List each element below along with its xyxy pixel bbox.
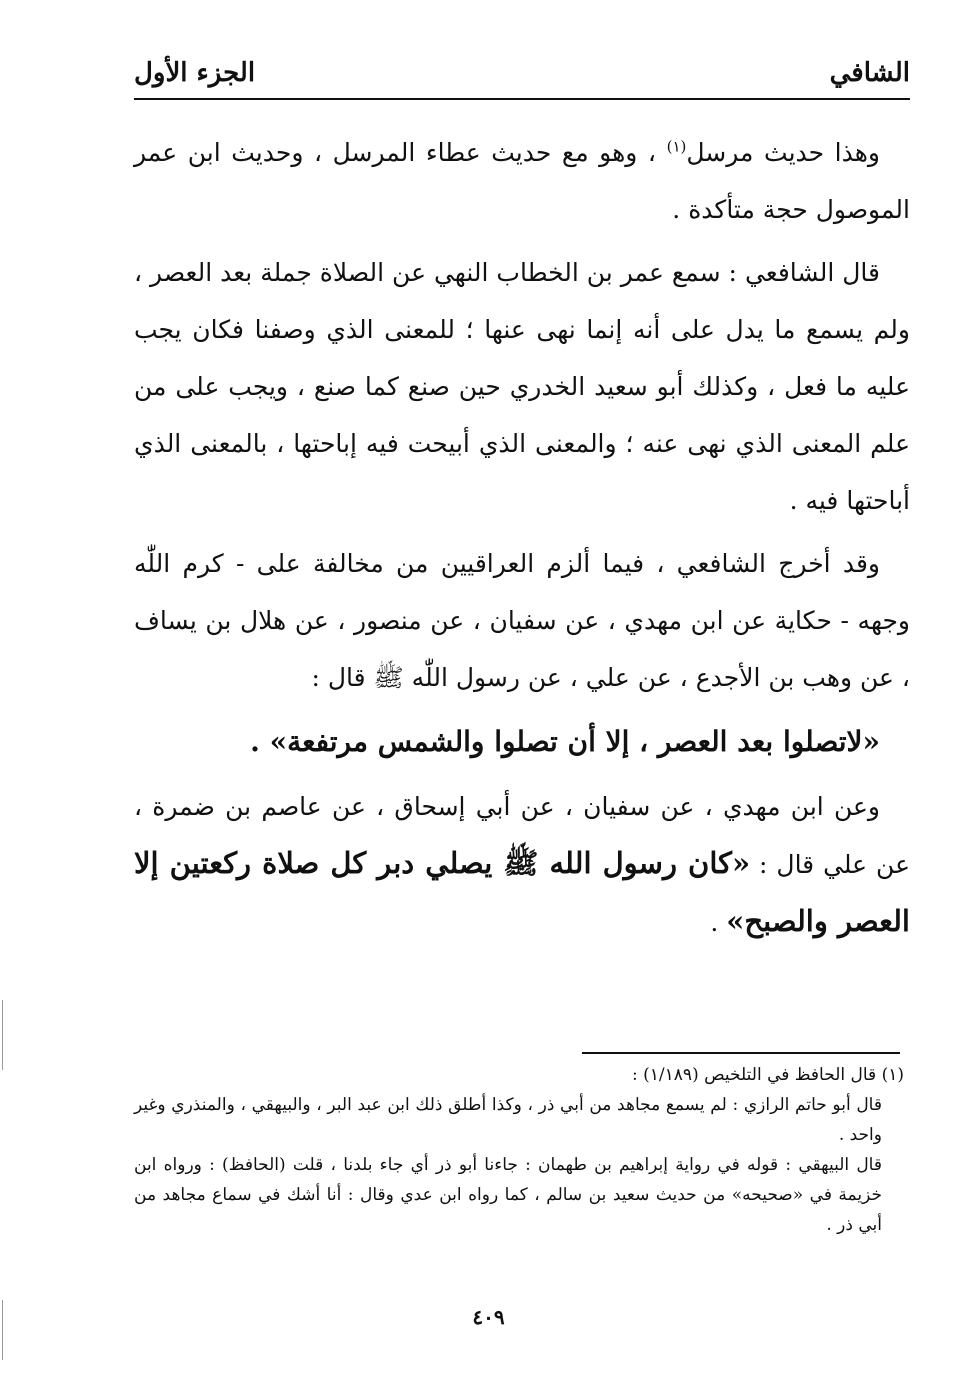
paragraph-4-intro: وعن ابن مهدي ، عن سفيان ، عن أبي إسحاق ، عن عاصم بن ضمرة ، عن علي قال : <box>134 792 910 879</box>
paragraph-4 <box>134 778 910 951</box>
main-text <box>134 124 910 957</box>
footnote-1-title: (١) قال الحافظ في التلخيص (١/١٨٩) : <box>632 1065 904 1085</box>
footnotes <box>134 1060 904 1240</box>
paragraph-1-rest: ، وهو مع حديث عطاء المرسل ، وحديث ابن عمر الموصول حجة متأكدة . <box>134 138 910 224</box>
paragraph-4-end: . <box>710 908 727 937</box>
footnote-reference[interactable]: (١) <box>666 137 687 156</box>
paragraph-2: قال الشافعي : سمع عمر بن الخطاب النهي عن الصلاة جملة بعد العصر ، ولم يسمع ما يدل على أنه إنما نهى عنها ؛ للمعنى الذي وصفنا فكان يجب عليه ما فعل ، وكذلك أبو سعيد الخدري حين صنع كما صنع ، ويجب على من علم المعنى الذي نهى عنه ؛ والمعنى الذي أبيحت فيه إباحتها ، بالمعنى الذي أباحتها فيه . <box>134 258 910 515</box>
footnote-1-line-1: قال أبو حاتم الرازي : لم يسمع مجاهد من أبي ذر ، وكذا أطلق ذلك ابن عبد البر ، والبيهقي ، والمنذري وغير واحد . <box>134 1095 882 1145</box>
paragraph-1-start: وهذا حديث مرسل <box>686 138 880 167</box>
book-title: الشافي <box>829 58 910 88</box>
paragraph-3: وقد أخرج الشافعي ، فيما ألزم العراقيين من مخالفة على - كرم اللّٰه وجهه - حكاية عن ابن مهدي ، عن سفيان ، عن منصور ، عن هلال بن يساف ، عن وهب بن الأجدع ، عن علي ، عن رسول اللّٰه ﷺ قال : <box>134 549 910 692</box>
volume-label: الجزء الأول <box>134 58 256 88</box>
hadith-quote-1: «لاتصلوا بعد العصر ، إلا أن تصلوا والشمس مرتفعة» . <box>250 725 880 758</box>
scan-edge-mark <box>2 1300 3 1360</box>
paragraph-1 <box>134 124 910 238</box>
page-number: ٤٠٩ <box>472 1305 505 1329</box>
footnote-divider <box>582 1052 900 1054</box>
scan-edge-mark <box>2 1000 3 1070</box>
footnote-1-line-2: قال البيهقي : قوله في رواية إبراهيم بن طهمان : جاءنا أبو ذر أي جاء بلدنا ، قلت (الحافظ) : ورواه ابن خزيمة في «صحيحه» من حديث سعيد بن سالم ، كما رواه ابن عدي وقال : أنا أشك في سماع مجاهد من أبي ذر . <box>134 1155 882 1235</box>
header-divider <box>134 98 910 100</box>
running-header <box>134 48 910 88</box>
hadith-quote-2: «كان رسول الله ﷺ يصلي دبر كل صلاة ركعتين إلا العصر والصبح» <box>134 846 910 938</box>
